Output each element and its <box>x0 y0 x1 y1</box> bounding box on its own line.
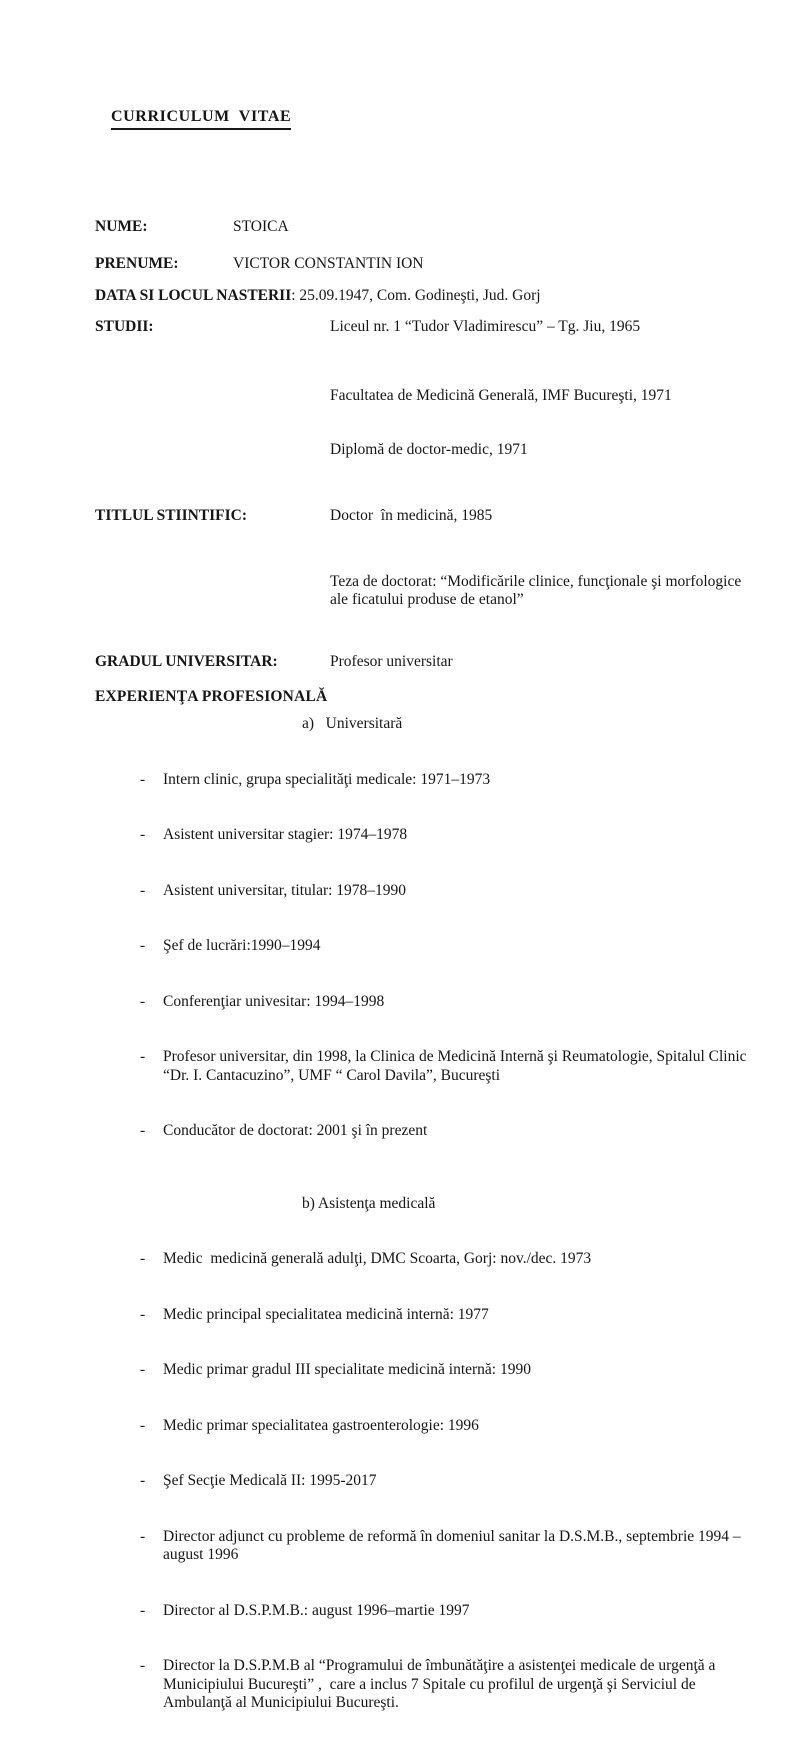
list-item: - Conferenţiar univesitar: 1994–1998 <box>140 993 749 1012</box>
list-item: - Director al D.S.P.M.B.: august 1996–martie 1997 <box>140 1602 749 1621</box>
field-grad-label: GRADUL UNIVERSITAR: <box>95 653 278 670</box>
field-titlu-label: TITLUL STIINTIFIC: <box>95 507 248 524</box>
list-item: - Şef de lucrări:1990–1994 <box>140 937 749 956</box>
subheading-asistenta-medicala: b) Asistenţa medicală <box>302 1194 436 1212</box>
list-item: - Medic primar gradul III specialitate medicină internă: 1990 <box>140 1361 749 1380</box>
studii-extra-lines <box>330 351 749 495</box>
field-nume-label: NUME: <box>95 218 148 235</box>
field-grad-universitar <box>95 652 749 671</box>
field-prenume <box>95 254 749 273</box>
list-item: - Director la D.S.P.M.B al “Programului de îmbunătăţire a asistenţei medicale de urgenţă a Municipiului Bucureşti” , care a inclus 7 Spitale cu profilul de urgenţă şi Serviciul de Ambulanţă al Municipiului Bucureşti. <box>140 1657 749 1713</box>
list-item: - Medic principal specialitatea medicină internă: 1977 <box>140 1306 749 1325</box>
teza-doctorat-text: Teza de doctorat: “Modificările clinice, funcţionale şi morfologice ale ficatului produse de etanol” <box>330 573 746 608</box>
title-wrap <box>95 89 749 148</box>
list-item: - Profesor universitar, din 1998, la Clinica de Medicină Internă şi Reumatologie, Spitalul Clinic “Dr. I. Cantacuzino”, UMF “ Carol Davila”, Bucureşti <box>140 1048 749 1085</box>
list-item: - Intern clinic, grupa specialităţi medicale: 1971–1973 <box>140 771 749 790</box>
field-grad-value: Profesor universitar <box>330 653 453 670</box>
field-nume-value: STOICA <box>233 218 289 235</box>
list-item: - Conducător de doctorat: 2001 şi în prezent <box>140 1122 749 1141</box>
experienta-heading: EXPERIENŢA PROFESIONALĂ <box>95 688 328 705</box>
field-birth <box>95 286 749 305</box>
list-item: - Medic primar specialitatea gastroenterologie: 1996 <box>140 1417 749 1436</box>
subheading-universitara: a) Universitară <box>302 715 403 732</box>
teza-doctorat <box>330 537 749 645</box>
field-birth-label: DATA SI LOCUL NASTERII <box>95 287 292 304</box>
field-prenume-value: VICTOR CONSTANTIN ION <box>233 255 424 272</box>
field-studii-label: STUDII: <box>95 318 154 335</box>
field-titlu-stiintific <box>95 506 749 525</box>
studii-line-diploma: Diplomă de doctor-medic, 1971 <box>330 441 528 458</box>
list-universitara <box>95 734 749 1178</box>
list-item: - Director adjunct cu probleme de reformă în domeniul sanitar la D.S.M.B., septembrie 1994 – august 1996 <box>140 1528 749 1565</box>
studii-line-liceu: Liceul nr. 1 “Tudor Vladimirescu” – Tg. Jiu, 1965 <box>330 318 641 335</box>
field-nume <box>95 217 749 236</box>
field-prenume-label: PRENUME: <box>95 255 179 272</box>
field-titlu-value: Doctor în medicină, 1985 <box>330 507 493 524</box>
studii-line-facultate: Facultatea de Medicină Generală, IMF Bucureşti, 1971 <box>330 387 672 404</box>
list-item: - Asistent universitar, titular: 1978–1990 <box>140 882 749 901</box>
list-item: - Medic medicină generală adulţi, DMC Scoarta, Gorj: nov./dec. 1973 <box>140 1250 749 1269</box>
field-birth-value: : 25.09.1947, Com. Godineşti, Jud. Gorj <box>291 287 541 304</box>
field-studii <box>95 317 749 336</box>
list-asistenta-medicala <box>95 1213 749 1750</box>
list-item: - Asistent universitar stagier: 1974–1978 <box>140 826 749 845</box>
list-item: - Şef Secţie Medicală II: 1995-2017 <box>140 1472 749 1491</box>
page-title: CURRICULUM VITAE <box>111 107 291 130</box>
